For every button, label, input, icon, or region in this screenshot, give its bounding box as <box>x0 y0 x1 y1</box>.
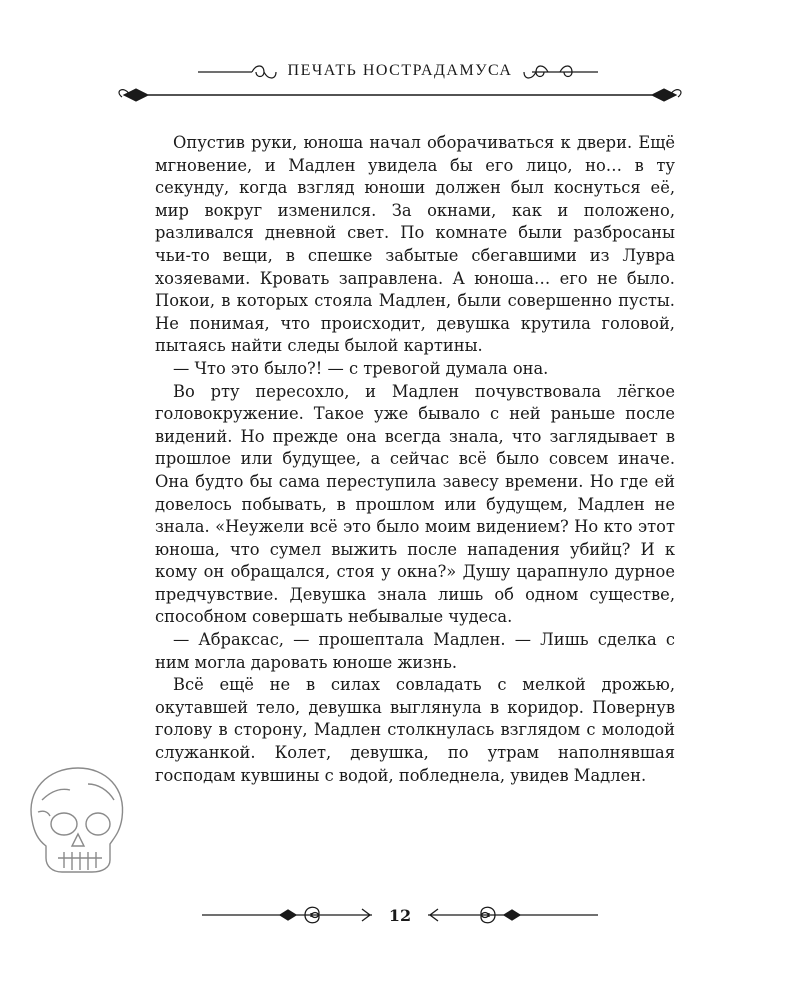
skull-icon <box>18 760 136 880</box>
running-header-title: ПЕЧАТЬ НОСТРАДАМУСА <box>287 62 513 79</box>
paragraph: — Что это было?! — с тревогой думала она. <box>173 358 549 378</box>
paragraph: Опустив руки, юноша начал оборачиваться к двери. Ещё мгновение, и Мадлен увидела бы его лицо, но… в ту секунду, когда взгляд юноши должен был коснуться её, мир вокруг изменился. За окнами, как и положено, разливался дневной свет. По комнате были разбросаны чьи-то вещи, в спешке забытые сбегавшими из Лувра хозяевами. Кровать заправлена. А юноша… его не было. Покои, в которых стояла Мадлен, были совершенно пусты. Не понимая, что происходит, девушка крутила головой, пытаясь найти следы былой картины. <box>155 133 675 356</box>
paragraph: Всё ещё не в силах совладать с мелкой дрожью, окутавшей тело, девушка выглянула в коридор. Повернув голову в сторону, Мадлен столкнулась взглядом с молодой служанкой. Колет, девушка, по утрам наполнявшая господам кувшины с водой, побледнела, увидев Мадлен. <box>155 675 675 785</box>
header-ornament-icon <box>0 0 800 110</box>
page-number: 12 <box>388 906 412 925</box>
paragraph: — Абраксас, — прошептала Мадлен. — Лишь сделка с ним могла даровать юноше жизнь. <box>155 630 675 672</box>
paragraph: Во рту пересохло, и Мадлен почувствовала лёгкое головокружение. Такое уже бывало с ней раньше после видений. Но прежде она всегда знала, что заглядывает в прошлое или будущее, а сейчас всё было совсем иначе. Она будто бы сама переступила завесу времени. Но где ей довелось побывать, в прошлом или будущем, Мадлен не знала. «Неужели всё это было моим видением? Но кто этот юноша, что сумел выжить после нападения убийц? И к кому он обращался, стоя у окна?» Душу царапнуло дурное предчувствие. Девушка знала лишь об одном существе, способном совершать небывалые чудеса. <box>155 381 675 627</box>
body-text <box>155 132 675 787</box>
running-header <box>0 0 800 110</box>
